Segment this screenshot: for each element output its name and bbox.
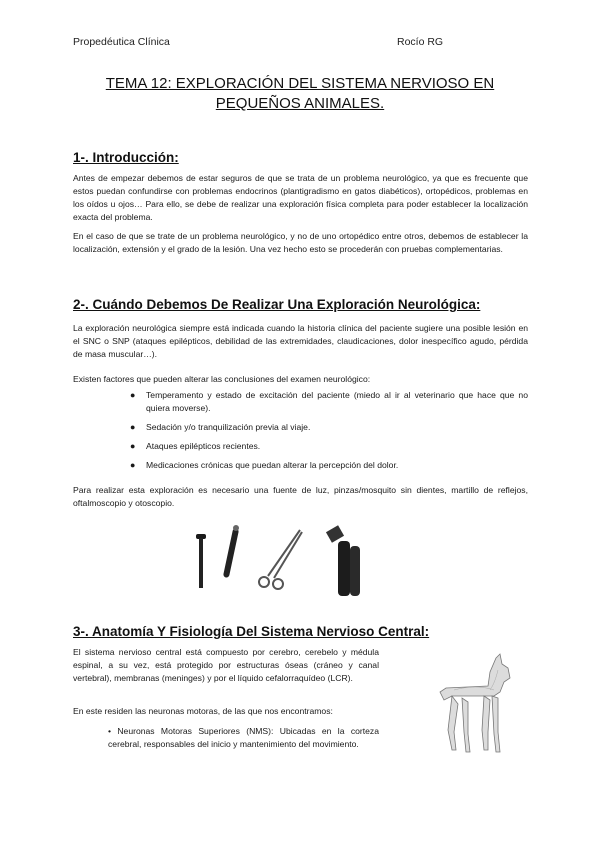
bullet-icon: ● bbox=[130, 422, 136, 432]
bullet-icon: ● bbox=[130, 390, 136, 400]
section-2-paragraph-2: Existen factores que pueden alterar las conclusiones del examen neurológico: bbox=[73, 374, 371, 384]
section-3-paragraph-2: En este residen las neuronas motoras, de las que nos encontramos: bbox=[73, 706, 333, 716]
section-3-paragraph-1: El sistema nervioso central está compuesto por cerebro, cerebelo y médula espinal, a su vez, está protegido por estructuras óseas (cráneo y canal vertebral), membranas (meninges) y por el líquido cefalorraquídeo (LCR). bbox=[73, 647, 379, 683]
forceps-icon bbox=[259, 530, 302, 589]
section-1-paragraph-1: Antes de empezar debemos de estar seguros de que se trata de un problema neurológico, ya que es frecuente que estos puedan confundirse con problemas endocrinos (plantigradismo en gatos diabéticos), ortopédicos, problemas en los oídos u ojos… Para ello, se debe de realizar una exploración física completa para poder establecer la localización exacta del problema. bbox=[73, 173, 528, 222]
otoscope-icon bbox=[326, 525, 360, 596]
bullet-icon: ● bbox=[130, 460, 136, 470]
dog-anatomy-image bbox=[424, 652, 524, 762]
section-3-heading: 3-. Anatomía Y Fisiología Del Sistema Nervioso Central: bbox=[73, 624, 430, 639]
section-3-paragraph-3: • Neuronas Motoras Superiores (NMS): Ubicadas en la corteza cerebral, responsables del inicio y mantenimiento del movimiento. bbox=[108, 726, 379, 749]
list-item: ● Medicaciones crónicas que puedan alterar la percepción del dolor. bbox=[130, 460, 399, 470]
section-2-paragraph-3: Para realizar esta exploración es necesario una fuente de luz, pinzas/mosquito sin dientes, martillo de reflejos, oftalmoscopio y otoscopio. bbox=[73, 485, 528, 508]
section-2-paragraph-1: La exploración neurológica siempre está indicada cuando la historia clínica del paciente sugiere una posible lesión en el SNC o SNP (ataques epilépticos, debilidad de las extremidades, claudicaciones, dolor inespecífico agudo, pérdida de masa muscular…). bbox=[73, 323, 528, 359]
page-title bbox=[60, 74, 540, 114]
page-title-line-2: PEQUEÑOS ANIMALES. bbox=[215, 95, 385, 112]
list-item: ● Ataques epilépticos recientes. bbox=[130, 441, 261, 451]
bullet-icon: ● bbox=[130, 441, 136, 451]
header-author: Rocío RG bbox=[397, 36, 444, 48]
list-item: ● Sedación y/o tranquilización previa al viaje. bbox=[130, 422, 311, 432]
exam-tools-image bbox=[188, 516, 378, 601]
section-1-heading: 1-. Introducción: bbox=[73, 150, 179, 165]
header-course: Propedéutica Clínica bbox=[73, 36, 170, 48]
list-item: ● Temperamento y estado de excitación del paciente (miedo al ir al veterinario que hace que no quiera moverse). bbox=[130, 390, 528, 413]
factors-list bbox=[130, 389, 528, 472]
reflex-hammer-icon bbox=[196, 534, 206, 588]
section-2-heading: 2-. Cuándo Debemos De Realizar Una Exploración Neurológica: bbox=[73, 297, 481, 312]
page-title-line-1: TEMA 12: EXPLORACIÓN DEL SISTEMA NERVIOSO EN bbox=[105, 75, 495, 92]
section-1-paragraph-2: En el caso de que se trate de un problema neurológico, y no de uno ortopédico entre otros, debemos de establecer la localización, extensión y el grado de la lesión. Una vez hecho esto se procederán con pruebas complementarias. bbox=[73, 231, 528, 254]
penlight-icon bbox=[223, 525, 239, 578]
